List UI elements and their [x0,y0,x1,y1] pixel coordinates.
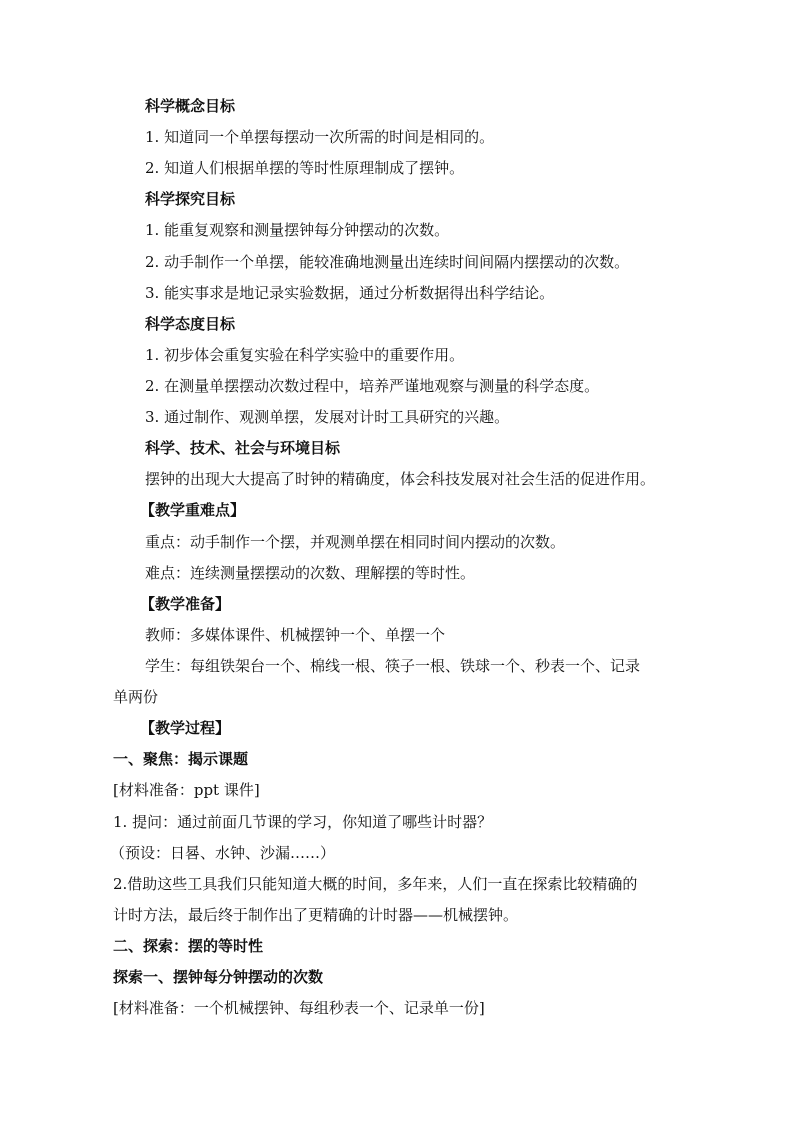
attitude-item-1: 1. 初步体会重复实验在科学实验中的重要作用。 [145,346,465,364]
inquiry-item-1: 1. 能重复观察和测量摆钟每分钟摆动的次数。 [145,221,450,239]
attitude-heading: 科学态度目标 [145,315,236,333]
preset1: （预设：日晷、水钟、沙漏……） [110,844,336,862]
stse-heading: 科学、技术、社会与环境目标 [145,439,341,457]
step2-line2: 计时方法，最后终于制作出了更精确的计时器——机械摆钟。 [113,906,519,924]
key-point: 重点：动手制作一个摆，并观测单摆在相同时间内摆动的次数。 [145,533,566,551]
attitude-item-2: 2. 在测量单摆摆动次数过程中，培养严谨地观察与测量的科学态度。 [145,377,600,395]
prep-teacher: 教师：多媒体课件、机械摆钟一个、单摆一个 [145,626,446,644]
inquiry-heading: 科学探究目标 [145,190,236,208]
section2-heading: 二、探索：摆的等时性 [113,937,264,955]
prep-heading: 【教学准备】 [140,595,231,613]
concept-heading: 科学概念目标 [145,97,236,115]
material1: [材料准备：ppt 课件] [113,781,260,799]
inquiry-item-3: 3. 能实事求是地记录实验数据，通过分析数据得出科学结论。 [145,284,555,302]
concept-item-2: 2. 知道人们根据单摆的等时性原理制成了摆钟。 [145,159,465,177]
prep-student-line2: 单两份 [113,688,159,706]
difficult-point: 难点：连续测量摆摆动的次数、理解摆的等时性。 [145,564,476,582]
step2-line1: 2.借助这些工具我们只能知道大概的时间，多年来，人们一直在探索比较精确的 [113,875,638,893]
process-heading: 【教学过程】 [140,719,231,737]
concept-item-1: 1. 知道同一个单摆每摆动一次所需的时间是相同的。 [145,128,495,146]
material2: [材料准备：一个机械摆钟、每组秒表一个、记录单一份] [113,999,485,1017]
section1-heading: 一、聚焦：揭示课题 [113,750,249,768]
stse-text: 摆钟的出现大大提高了时钟的精确度，体会科技发展对社会生活的促进作用。 [145,470,656,488]
prep-student-line1: 学生：每组铁架台一个、棉线一根、筷子一根、铁球一个、秒表一个、记录 [145,657,641,675]
explore1-heading: 探索一、摆钟每分钟摆动的次数 [113,968,324,986]
attitude-item-3: 3. 通过制作、观测单摆，发展对计时工具研究的兴趣。 [145,408,510,426]
step1: 1. 提问：通过前面几节课的学习，你知道了哪些计时器？ [113,813,493,831]
key-heading: 【教学重难点】 [140,501,246,519]
inquiry-item-2: 2. 动手制作一个单摆，能较准确地测量出连续时间间隔内摆摆动的次数。 [145,253,630,271]
